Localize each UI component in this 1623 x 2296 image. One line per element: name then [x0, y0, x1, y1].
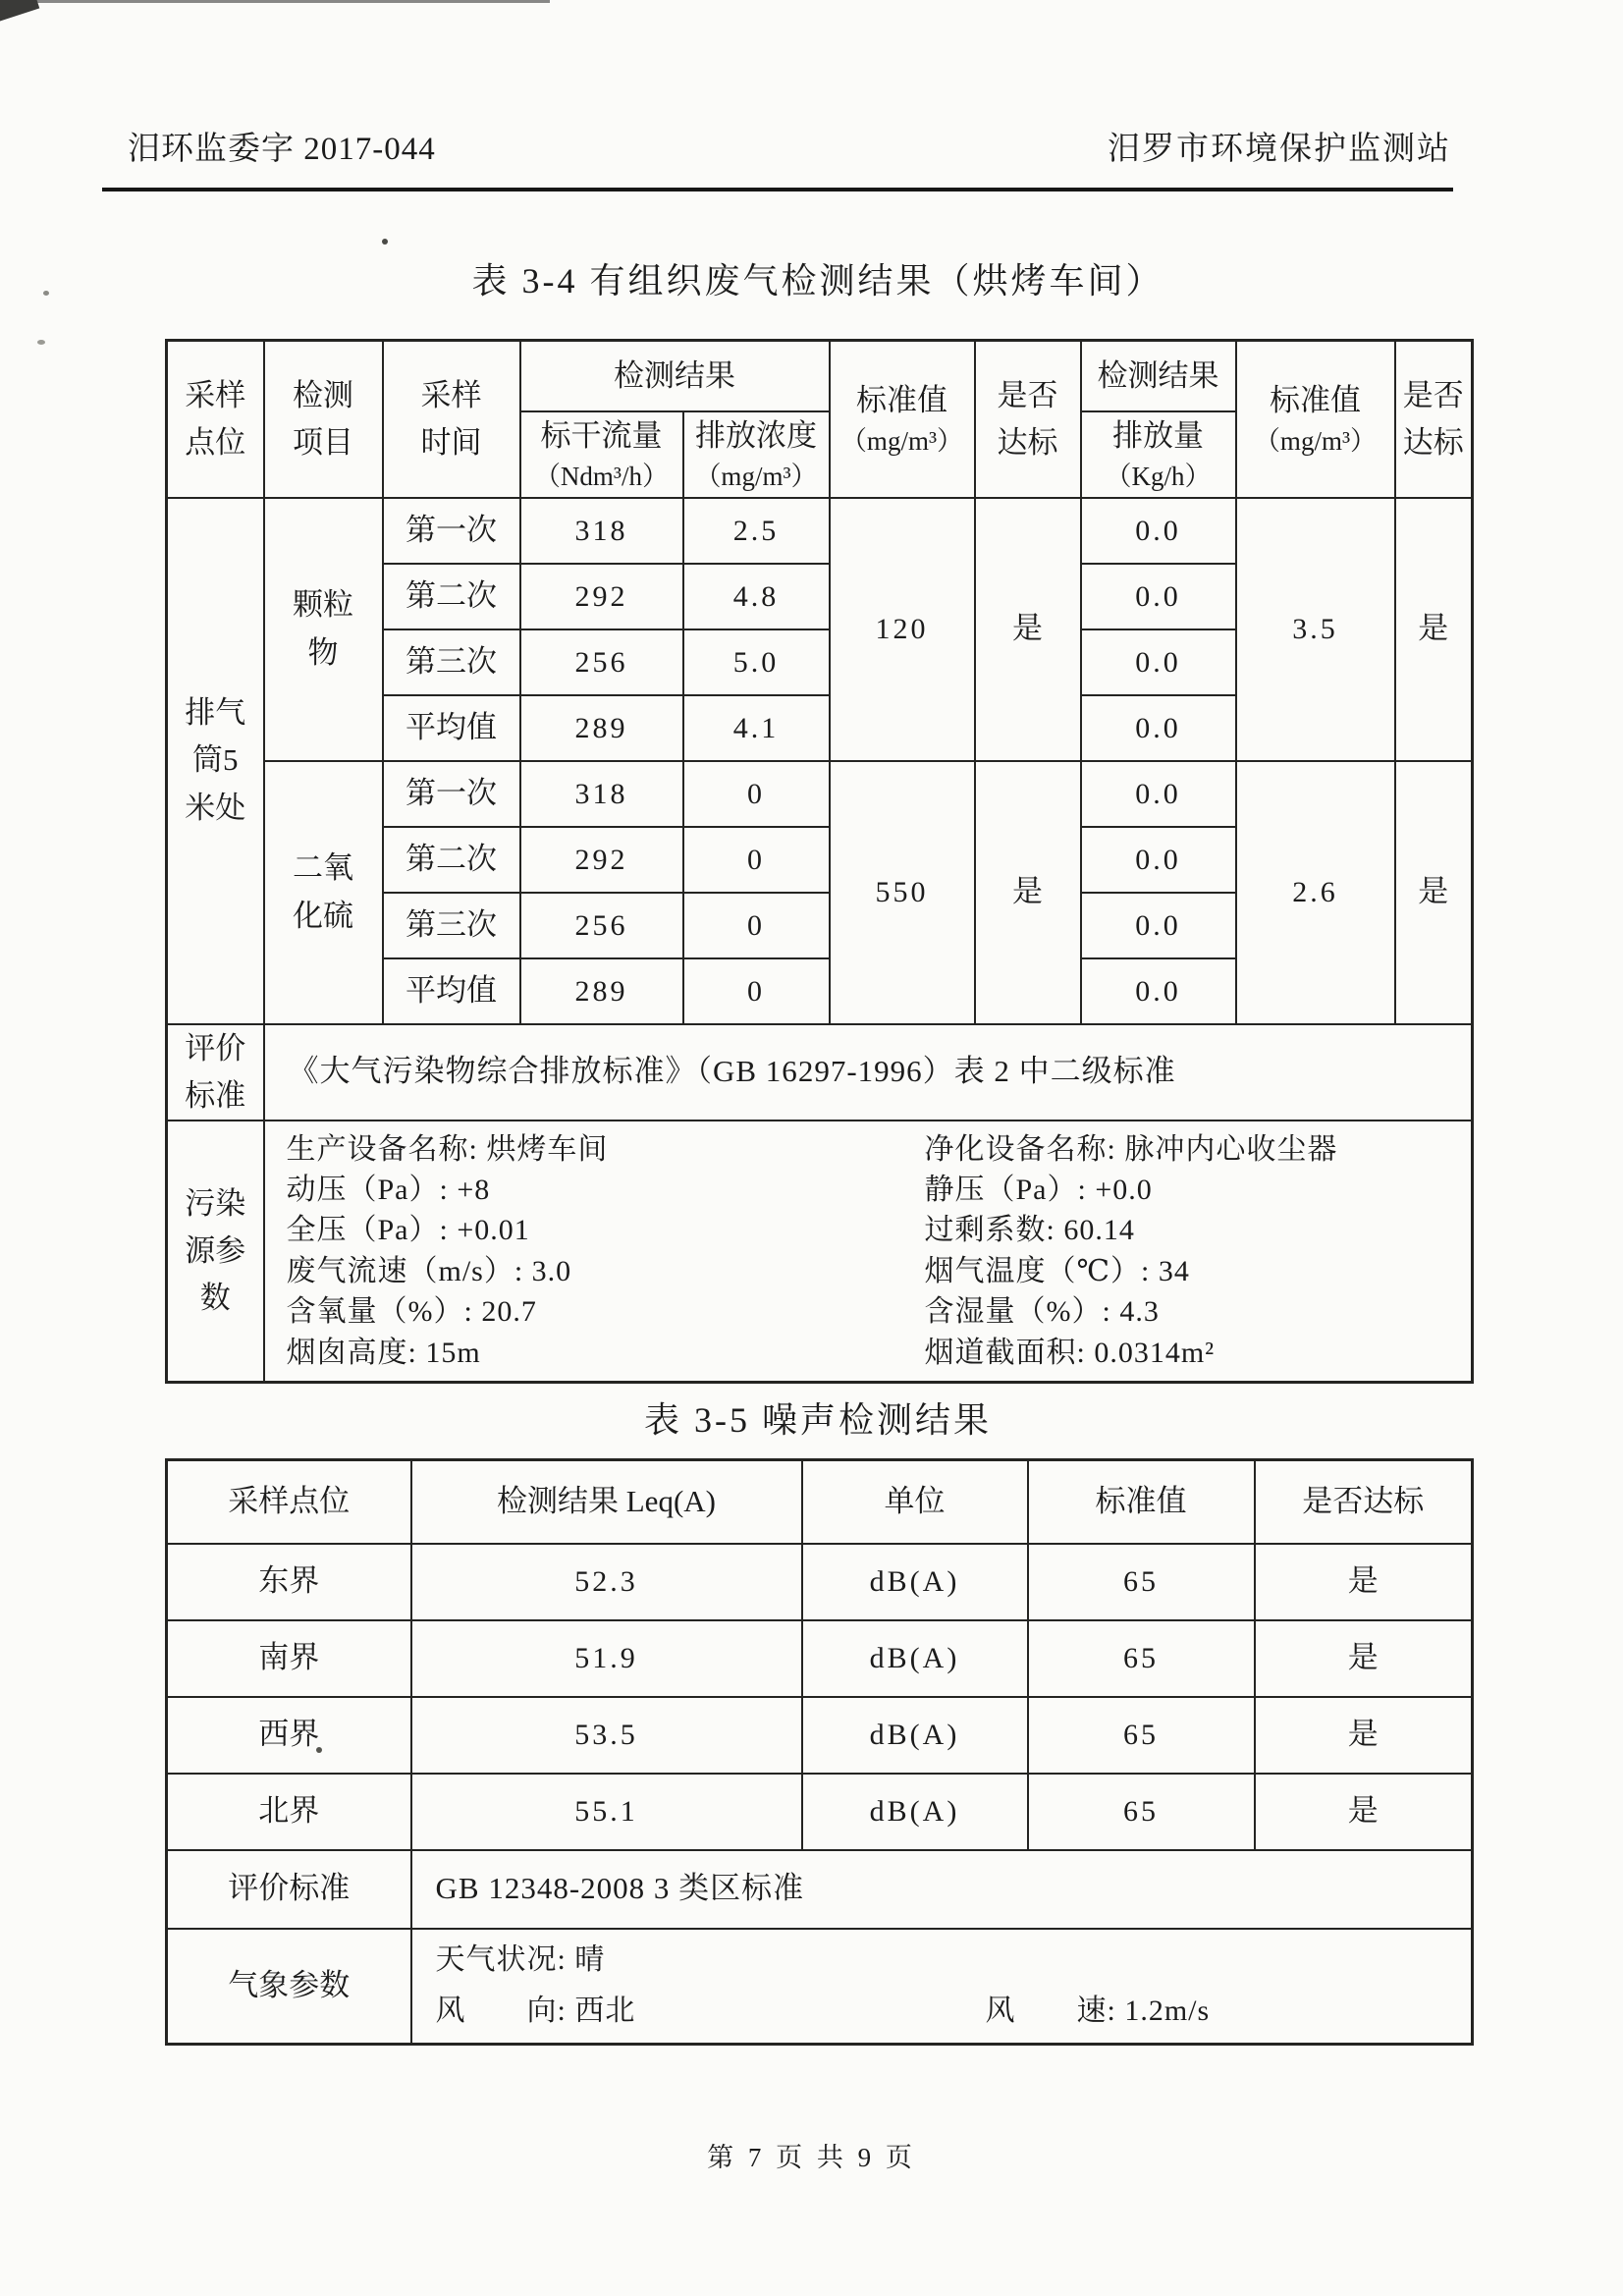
cell-point: 北界	[167, 1774, 411, 1850]
header-point: 采样点位	[167, 1460, 411, 1544]
cell-time: 第一次	[383, 761, 520, 827]
table-3-5	[165, 1458, 1474, 2046]
cell-standard: 65	[1028, 1620, 1255, 1697]
header-standard: 标准值	[1028, 1460, 1255, 1544]
table-3-4	[165, 339, 1474, 1384]
cell-emission: 0.0	[1081, 564, 1236, 629]
cell-item-so2: 二氧化硫	[264, 761, 383, 1024]
cell-unit: dB(A)	[802, 1620, 1028, 1697]
cell-pass: 是	[1255, 1544, 1473, 1620]
table-header-row	[167, 1460, 1473, 1544]
cell-flow: 292	[520, 564, 683, 629]
header-flow-label: 标干流量	[540, 417, 663, 453]
cell-concentration: 4.1	[683, 695, 830, 761]
cell-point: 西界	[167, 1697, 411, 1774]
header-standard-1-label: 标准值	[856, 383, 947, 418]
cell-standard: 65	[1028, 1697, 1255, 1774]
cell-pass: 是	[1255, 1620, 1473, 1697]
cell-concentration: 2.5	[683, 498, 830, 564]
table-row	[167, 1544, 1473, 1620]
header-concentration-label: 排放浓度	[695, 417, 817, 453]
weather-row	[167, 1929, 1473, 2045]
cell-standard: 550	[830, 761, 975, 1024]
cell-pass: 是	[975, 498, 1081, 761]
source-params-left	[287, 1129, 925, 1373]
header-flow	[520, 411, 683, 498]
header-flow-unit: （Ndm³/h）	[533, 461, 670, 491]
param-line: 动压（Pa）: +8	[286, 1173, 491, 1206]
weather-wind-line	[436, 1986, 1472, 2038]
scan-edge-artifact	[0, 0, 550, 3]
table-row	[167, 1620, 1473, 1697]
param-line: 废气流速（m/s）: 3.0	[286, 1254, 572, 1287]
cell-value: 53.5	[411, 1697, 802, 1774]
cell-flow: 318	[520, 761, 683, 827]
cell-concentration: 5.0	[683, 629, 830, 695]
cell-emission: 0.0	[1081, 498, 1236, 564]
param-line: 静压（Pa）: +0.0	[924, 1173, 1153, 1206]
table-3-5-title: 表 3-5 噪声检测结果	[644, 1400, 992, 1440]
header-concentration	[683, 411, 830, 498]
scan-artifact	[43, 291, 49, 296]
header-rule	[102, 188, 1453, 191]
header-standard-1	[830, 341, 975, 498]
cell-time: 平均值	[383, 695, 520, 761]
header-unit: 单位	[802, 1460, 1028, 1544]
cell-concentration: 0	[683, 893, 830, 958]
cell-emission-pass: 是	[1395, 761, 1473, 1024]
source-params-row	[167, 1121, 1473, 1383]
table-row	[167, 761, 1473, 827]
source-params-content	[264, 1121, 1473, 1383]
header-standard-2	[1236, 341, 1395, 498]
header-emission	[1081, 411, 1236, 498]
param-line: 净化设备名称: 脉冲内心收尘器	[924, 1132, 1338, 1166]
wind-speed: 风 速: 1.2m/s	[985, 1995, 1211, 2028]
cell-value: 51.9	[411, 1620, 802, 1697]
evaluation-text: GB 12348-2008 3 类区标准	[411, 1850, 1473, 1929]
cell-value: 55.1	[411, 1774, 802, 1850]
cell-time: 第一次	[383, 498, 520, 564]
wind-direction: 风 向: 西北	[435, 1995, 636, 2028]
table-row	[167, 1697, 1473, 1774]
header-sampling-point: 采样点位	[167, 341, 264, 498]
scan-artifact	[382, 239, 388, 245]
header-item: 检测项目	[264, 341, 383, 498]
cell-standard: 120	[830, 498, 975, 761]
param-line: 烟道截面积: 0.0314m²	[924, 1336, 1216, 1369]
param-line: 生产设备名称: 烘烤车间	[286, 1132, 609, 1166]
header-pass-1: 是否达标	[975, 341, 1081, 498]
source-params-label: 污染源参数	[167, 1121, 264, 1383]
evaluation-row	[167, 1850, 1473, 1929]
header-result-leq: 检测结果 Leq(A)	[411, 1460, 802, 1544]
cell-concentration: 4.8	[683, 564, 830, 629]
evaluation-label: 评价标准	[167, 1024, 264, 1121]
cell-concentration: 0	[683, 761, 830, 827]
cell-flow: 318	[520, 498, 683, 564]
header-pass-2: 是否达标	[1395, 341, 1473, 498]
cell-pass: 是	[1255, 1697, 1473, 1774]
table-3-4-title: 表 3-4 有组织废气检测结果（烘烤车间）	[471, 261, 1164, 301]
header-emission-label: 排放量	[1112, 417, 1204, 453]
cell-standard: 65	[1028, 1544, 1255, 1620]
station-name: 汨罗市环境保护监测站	[1108, 132, 1451, 167]
table-row	[167, 1774, 1473, 1850]
cell-emission: 0.0	[1081, 695, 1236, 761]
cell-time: 平均值	[383, 958, 520, 1024]
cell-unit: dB(A)	[802, 1697, 1028, 1774]
param-line: 含氧量（%）: 20.7	[286, 1295, 537, 1329]
cell-emission: 0.0	[1081, 958, 1236, 1024]
cell-point: 东界	[167, 1544, 411, 1620]
param-line: 过剩系数: 60.14	[924, 1214, 1135, 1247]
cell-emission: 0.0	[1081, 629, 1236, 695]
header-time: 采样时间	[383, 341, 520, 498]
header-pass: 是否达标	[1255, 1460, 1473, 1544]
scan-artifact	[37, 340, 45, 345]
cell-standard: 65	[1028, 1774, 1255, 1850]
cell-sampling-point: 排气筒5米处	[167, 498, 264, 1024]
header-standard-2-label: 标准值	[1270, 383, 1361, 418]
cell-flow: 256	[520, 893, 683, 958]
cell-time: 第二次	[383, 564, 520, 629]
cell-time: 第三次	[383, 629, 520, 695]
page-footer: 第 7 页 共 9 页	[707, 2143, 916, 2172]
header-standard-1-unit: （mg/m³）	[839, 426, 964, 456]
header-concentration-unit: （mg/m³）	[694, 461, 818, 491]
param-line: 含湿量（%）: 4.3	[924, 1295, 1160, 1329]
cell-time: 第三次	[383, 893, 520, 958]
cell-unit: dB(A)	[802, 1544, 1028, 1620]
cell-flow: 292	[520, 827, 683, 893]
cell-flow: 289	[520, 695, 683, 761]
cell-concentration: 0	[683, 958, 830, 1024]
scan-corner-artifact	[0, 0, 39, 23]
cell-emission: 0.0	[1081, 761, 1236, 827]
cell-unit: dB(A)	[802, 1774, 1028, 1850]
weather-condition: 天气状况: 晴	[435, 1942, 606, 1976]
weather-content	[411, 1929, 1473, 2045]
header-emission-unit: （Kg/h）	[1105, 461, 1212, 491]
source-params-right	[925, 1129, 1338, 1373]
evaluation-text: 《大气污染物综合排放标准》（GB 16297-1996）表 2 中二级标准	[264, 1024, 1473, 1121]
header-standard-2-unit: （mg/m³）	[1253, 426, 1378, 456]
header-result-2: 检测结果	[1081, 341, 1236, 411]
source-params-columns	[265, 1121, 1472, 1381]
cell-concentration: 0	[683, 827, 830, 893]
param-line: 烟气温度（℃）: 34	[924, 1254, 1190, 1287]
cell-value: 52.3	[411, 1544, 802, 1620]
evaluation-row	[167, 1024, 1473, 1121]
cell-pass: 是	[975, 761, 1081, 1024]
evaluation-label: 评价标准	[167, 1850, 411, 1929]
header-result-1: 检测结果	[520, 341, 830, 411]
doc-number: 汨环监委字 2017-044	[128, 132, 436, 167]
cell-flow: 256	[520, 629, 683, 695]
cell-time: 第二次	[383, 827, 520, 893]
cell-pass: 是	[1255, 1774, 1473, 1850]
cell-emission-pass: 是	[1395, 498, 1473, 761]
param-line: 烟囱高度: 15m	[286, 1336, 481, 1369]
cell-emission: 0.0	[1081, 827, 1236, 893]
cell-point: 南界	[167, 1620, 411, 1697]
weather-label: 气象参数	[167, 1929, 411, 2045]
cell-emission-standard: 3.5	[1236, 498, 1395, 761]
param-line: 全压（Pa）: +0.01	[286, 1214, 530, 1247]
cell-flow: 289	[520, 958, 683, 1024]
cell-emission-standard: 2.6	[1236, 761, 1395, 1024]
table-row	[167, 498, 1473, 564]
cell-emission: 0.0	[1081, 893, 1236, 958]
cell-item-particulate: 颗粒物	[264, 498, 383, 761]
